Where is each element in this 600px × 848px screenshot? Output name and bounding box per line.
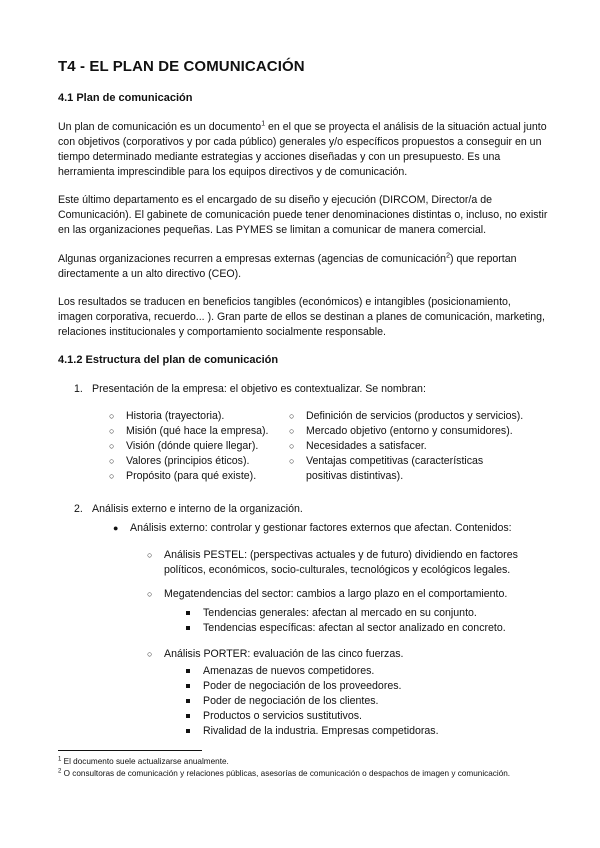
document-page: T4 - EL PLAN DE COMUNICACIÓN 4.1 Plan de comunicación Un plan de comunicación es un documento$^1$ en el que se proyecta el análisis de la situación actual junto con objetivos (corporativos y por cada público) generales y/o específicos propuestos a conseguir en un tiempo determinado mediante estrategias y acciones diseñadas y con un presupuesto. Es una herramienta imprescindible para los equipos directivos y de comunicación. Este último departamento es el encargado de su diseño y ejecución (DIRCOM, Director/a de Comunicación). El gabinete de comunicación puede tener denominaciones distintas o, incluso, no existir en las organizaciones pequeñas. Las PYMES se limitan a comunicar de manera comercial. Algunas organizaciones recurren a empresas externas (agencias de comunicación$^2$) que reportan directamente a un alto directivo (CEO). Los resultados se traducen en beneficios tangibles (económicos) e intangibles (posicionamiento, imagen corporativa, recuerdo... ). Gran parte de ellos se destinan a planes de comunicación, marketing, relaciones institucionales y comportamiento socialmente responsable. 4.1.2 Estructura del plan de comunicación 1. Presentación de la empresa: el objetivo es contextualizar. Se nombran: ○ Historia (trayectoria). ○ Misión (qué hace la empresa). ○ Visión (dónde quiere llegar). ○ Valores (principios éticos). ○ Propósito (para qué existe). ○ Definición de servicios (productos y servicios). ○ Mercado objetivo (entorno y consumidores). ○ Necesidades a satisfacer. ○ Ventajas competitivas (características positivas distintivas). 2. Análisis externo e interno de la organización. ● Análisis externo: controlar y gestionar factores externos que afectan. Contenidos: ○ Análisis PESTEL: (perspectivas actuales y de futuro) dividiendo en factores políticos, económicos, socio-culturales, tecnológicos y ecológicos legales. ○ Megatendencias del sector: cambios a largo plazo en el comportamiento. Tendencias generales: afectan al mercado en su conjunto. Tendencias específicas: afectan al sector analizado en concreto. ○ Análisis PORTER: evaluación de las cinco fuerzas. Amenazas de nuevos competidores. Poder de negociación de los proveedores. Poder de negociación de los clientes. Productos o servicios sustitutivos. Rivalidad de la industria. Empresas competidoras. $^1$ El documento suele actualizarse anualmente. $^2$ O consultoras de comunicación y relaciones públicas, asesorías de comunicación o despachos de imagen y comunicación. xyxy=(0,0,600,848)
footnote-ref-2[interactable]: 2 xyxy=(446,252,450,260)
footnote-separator xyxy=(58,750,202,751)
list-item: ○ Historia (trayectoria). xyxy=(109,410,225,422)
megatrends-text: Megatendencias del sector: cambios a largo plazo en el comportamiento. xyxy=(164,588,508,600)
square-bullet-icon xyxy=(186,684,190,688)
list-item: ○ Propósito (para qué existe). xyxy=(109,470,257,482)
hollow-circle-icon: ○ xyxy=(109,471,115,481)
hollow-circle-icon: ○ xyxy=(289,456,295,466)
paragraph-text: ) que reportan directamente a un alto directivo (CEO). xyxy=(58,253,517,280)
hollow-circle-icon: ○ xyxy=(289,411,295,421)
list-item: ○ Visión (dónde quiere llegar). xyxy=(109,440,259,452)
square-bullet-icon xyxy=(186,626,190,630)
list-item: ○ Ventajas competitivas (características positivas distintivas). xyxy=(289,455,484,482)
list-item: ○ Misión (qué hace la empresa). xyxy=(109,425,269,437)
square-bullet-icon xyxy=(186,729,190,733)
paragraph-results: Los resultados se traducen en beneficios tangibles (económicos) e intangibles (posicionamiento, imagen corporativa, recuerdo... ). Gran parte de ellos se destinan a planes de comunicación, marketing, relaciones institucionales y comportamiento socialmente responsable. xyxy=(58,296,545,338)
section-heading-plan: 4.1 Plan de comunicación xyxy=(58,92,193,104)
item-number: 1. xyxy=(74,383,83,395)
square-bullet-icon xyxy=(186,669,190,673)
company-attributes-left xyxy=(109,409,289,484)
footnote-text: O consultoras de comunicación y relaciones públicas, asesorías de comunicación o despachos de imagen y comunicación. xyxy=(61,769,511,778)
hollow-circle-icon: ○ xyxy=(109,456,115,466)
paragraph-agencies xyxy=(58,252,548,282)
footnote-mark: 1 xyxy=(58,756,62,763)
square-bullet-icon xyxy=(186,699,190,703)
hollow-circle-icon: ○ xyxy=(289,441,295,451)
pestel-item xyxy=(147,548,547,578)
list-item: ○ Valores (principios éticos). xyxy=(109,455,250,467)
section-heading-structure: 4.1.2 Estructura del plan de comunicación xyxy=(58,354,279,366)
company-attributes-right xyxy=(289,409,551,484)
footnote-text: El documento suele actualizarse anualmente. xyxy=(61,757,229,766)
footnote-ref-1[interactable]: 1 xyxy=(261,120,266,128)
square-bullet-icon xyxy=(186,714,190,718)
list-item: ○ Mercado objetivo (entorno y consumidores). xyxy=(289,425,513,437)
footnote-mark: 2 xyxy=(58,768,62,775)
hollow-circle-icon: ○ xyxy=(147,550,153,560)
list-item: ○ Definición de servicios (productos y servicios). xyxy=(289,410,524,422)
footnote-2 xyxy=(58,768,548,779)
paragraph-text: Algunas organizaciones recurren a empresas externas (agencias de comunicación xyxy=(58,253,447,265)
square-bullet-icon xyxy=(186,611,190,615)
footnote-1 xyxy=(58,756,548,767)
filled-circle-icon: ● xyxy=(113,523,119,533)
item-number: 2. xyxy=(74,503,83,515)
hollow-circle-icon: ○ xyxy=(289,426,295,436)
paragraph-dircom: Este último departamento es el encargado de su diseño y ejecución (DIRCOM, Director/a de Comunicación). El gabinete de comunicación puede tener denominaciones distintas o, incluso, no existir en las organizaciones pequeñas. Las PYMES se limitan a comunicar de manera comercial. xyxy=(58,194,548,236)
hollow-circle-icon: ○ xyxy=(109,441,115,451)
page-title: T4 - EL PLAN DE COMUNICACIÓN xyxy=(58,58,305,75)
paragraph-text: en el que se proyecta el análisis de la situación actual junto con objetivos (corporativos y por cada público) generales y/o específicos propuestos a conseguir en un tiempo determinado mediante estrategias y acciones diseñadas y con un presupuesto. Es una herramienta imprescindible para los equipos directivos y de comunicación. xyxy=(58,121,547,178)
paragraph-definition xyxy=(58,120,548,180)
list-item: ○ Necesidades a satisfacer. xyxy=(289,440,427,452)
hollow-circle-icon: ○ xyxy=(109,426,115,436)
item-text: Presentación de la empresa: el objetivo es contextualizar. Se nombran: xyxy=(92,383,426,395)
item-text: Análisis externo e interno de la organización. xyxy=(92,503,303,515)
bullet-text: Análisis externo: controlar y gestionar factores externos que afectan. Contenidos: xyxy=(130,522,512,534)
porter-text: Análisis PORTER: evaluación de las cinco fuerzas. xyxy=(164,648,404,660)
hollow-circle-icon: ○ xyxy=(147,649,153,659)
hollow-circle-icon: ○ xyxy=(109,411,115,421)
paragraph-text: Un plan de comunicación es un documento xyxy=(58,121,262,133)
pestel-text: Análisis PESTEL: (perspectivas actuales y de futuro) dividiendo en factores políticos, económicos, socio-culturales, tecnológicos y ecológicos legales. xyxy=(164,549,518,576)
hollow-circle-icon: ○ xyxy=(147,589,153,599)
